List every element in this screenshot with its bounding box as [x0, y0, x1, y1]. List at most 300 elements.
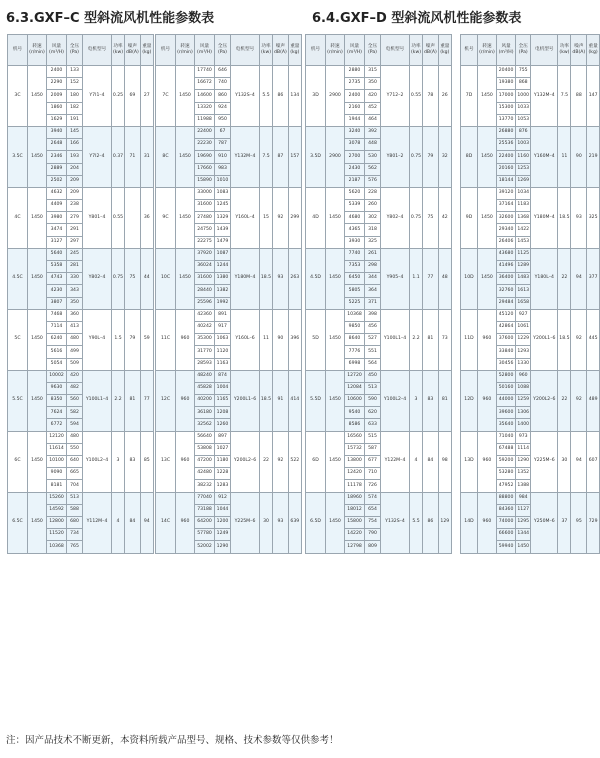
- airflow-cell: 8586: [345, 419, 365, 431]
- power-cell: 22: [558, 248, 571, 309]
- airflow-cell: 4409: [47, 200, 67, 212]
- pressure-cell: 315: [365, 66, 381, 78]
- noise-cell: 88: [571, 66, 587, 127]
- noise-cell: 92: [571, 370, 587, 431]
- airflow-cell: 3240: [345, 126, 365, 138]
- airflow-cell: 53280: [496, 468, 515, 480]
- power-cell: 0.75: [410, 187, 423, 248]
- column-header: 噪声 dB(A): [273, 35, 289, 66]
- airflow-cell: 84360: [496, 504, 515, 516]
- pressure-cell: 1479: [215, 236, 231, 248]
- motor-cell: Y200L1–6: [531, 309, 558, 370]
- weight-cell: 639: [288, 492, 301, 553]
- power-cell: 22: [260, 431, 273, 492]
- pressure-cell: 1388: [516, 480, 531, 492]
- airflow-cell: 17660: [195, 163, 215, 175]
- pressure-cell: 1244: [215, 261, 231, 273]
- pressure-cell: 350: [67, 297, 83, 309]
- power-cell: 4: [112, 492, 125, 553]
- model-cell: 8D: [461, 126, 478, 187]
- pressure-cell: 1180: [215, 456, 231, 468]
- power-cell: 37: [558, 492, 571, 553]
- power-cell: 0.55: [112, 187, 125, 248]
- pressure-cell: 1380: [215, 273, 231, 285]
- pressure-cell: 343: [67, 285, 83, 297]
- rpm-cell: 1450: [478, 248, 497, 309]
- model-cell: 14D: [461, 492, 478, 553]
- column-header: 机号: [461, 35, 478, 66]
- pressure-cell: 1163: [215, 358, 231, 370]
- airflow-cell: 7114: [47, 321, 67, 333]
- table-row: [306, 66, 452, 78]
- airflow-cell: 19380: [496, 78, 515, 90]
- table-row: [461, 126, 600, 138]
- airflow-cell: 9090: [47, 468, 67, 480]
- column-header: 噪声 dB(A): [571, 35, 587, 66]
- pressure-cell: 1114: [516, 443, 531, 455]
- pressure-cell: 564: [365, 358, 381, 370]
- motor-cell: Y90L–4: [83, 309, 112, 370]
- performance-table-3: [305, 34, 452, 554]
- pressure-cell: 860: [215, 90, 231, 102]
- table-row: [156, 126, 302, 138]
- pressure-cell: 413: [67, 321, 83, 333]
- pressure-cell: 398: [365, 309, 381, 321]
- pressure-cell: 1033: [516, 102, 531, 114]
- column-header: 机号: [8, 35, 28, 66]
- airflow-cell: 45120: [496, 309, 515, 321]
- airflow-cell: 16672: [195, 78, 215, 90]
- airflow-cell: 20160: [496, 163, 515, 175]
- airflow-cell: 2187: [345, 175, 365, 187]
- airflow-cell: 1860: [47, 102, 67, 114]
- model-cell: 3D: [306, 66, 326, 127]
- table-row: [8, 492, 154, 504]
- rpm-cell: 1450: [28, 187, 47, 248]
- motor-cell: Y100L2–4: [83, 431, 112, 492]
- pressure-cell: 245: [67, 248, 83, 260]
- pressure-cell: 787: [215, 139, 231, 151]
- power-cell: 0.37: [112, 126, 125, 187]
- pressure-cell: 1422: [516, 224, 531, 236]
- airflow-cell: 12120: [47, 431, 67, 443]
- weight-cell: 219: [587, 126, 600, 187]
- noise-cell: 92: [273, 431, 289, 492]
- pressure-cell: 590: [365, 395, 381, 407]
- airflow-cell: 66600: [496, 529, 515, 541]
- airflow-cell: 33000: [195, 187, 215, 199]
- pressure-cell: 984: [516, 492, 531, 504]
- airflow-cell: 22400: [496, 151, 515, 163]
- airflow-cell: 71040: [496, 431, 515, 443]
- motor-cell: Y180M–4: [231, 248, 260, 309]
- airflow-cell: 17740: [195, 66, 215, 78]
- column-header: 转速 (r/min): [176, 35, 195, 66]
- pressure-cell: 891: [215, 309, 231, 321]
- pressure-cell: 874: [215, 370, 231, 382]
- airflow-cell: 31770: [195, 346, 215, 358]
- weight-cell: 134: [288, 66, 301, 127]
- motor-cell: Y132M–4: [231, 126, 260, 187]
- column-header: 重量 (kg): [587, 35, 600, 66]
- airflow-cell: 44000: [496, 395, 515, 407]
- rpm-cell: 1450: [28, 66, 47, 127]
- motor-cell: Y100L1–4: [83, 370, 112, 431]
- power-cell: 1.5: [112, 309, 125, 370]
- airflow-cell: 36024: [195, 261, 215, 273]
- pressure-cell: 1400: [516, 419, 531, 431]
- rpm-cell: 1450: [28, 309, 47, 370]
- motor-cell: Y100L1–4: [381, 309, 410, 370]
- pressure-cell: 1439: [215, 224, 231, 236]
- motor-cell: Y180L–4: [531, 248, 558, 309]
- power-cell: 0.75: [112, 248, 125, 309]
- pressure-cell: 464: [365, 114, 381, 126]
- airflow-cell: 19690: [195, 151, 215, 163]
- airflow-cell: 42480: [195, 468, 215, 480]
- airflow-cell: 12720: [345, 370, 365, 382]
- weight-cell: 489: [587, 370, 600, 431]
- table-row: [8, 309, 154, 321]
- airflow-cell: 4680: [345, 212, 365, 224]
- airflow-cell: 7740: [345, 248, 365, 260]
- airflow-cell: 13800: [345, 456, 365, 468]
- airflow-cell: 5805: [345, 285, 365, 297]
- table-row: [461, 492, 600, 504]
- rpm-cell: 1450: [326, 370, 345, 431]
- model-cell: 6.5C: [8, 492, 28, 553]
- motor-cell: Y802–4: [381, 187, 410, 248]
- motor-cell: Y200L2–6: [231, 431, 260, 492]
- pressure-cell: 450: [365, 370, 381, 382]
- weight-cell: 414: [288, 370, 301, 431]
- model-cell: 9C: [156, 187, 176, 248]
- airflow-cell: 47952: [496, 480, 515, 492]
- airflow-cell: 11178: [345, 480, 365, 492]
- power-cell: 15: [260, 187, 273, 248]
- pressure-cell: 456: [365, 321, 381, 333]
- power-cell: 5.5: [410, 492, 423, 553]
- power-cell: 0.25: [112, 66, 125, 127]
- rpm-cell: 1450: [326, 248, 345, 309]
- model-cell: 6.5D: [306, 492, 326, 553]
- weight-cell: 522: [288, 431, 301, 492]
- airflow-cell: 7624: [47, 407, 67, 419]
- airflow-cell: 2400: [47, 66, 67, 78]
- pressure-cell: 1450: [516, 541, 531, 553]
- airflow-cell: 33840: [496, 346, 515, 358]
- motor-cell: Y225M–6: [531, 431, 558, 492]
- noise-cell: 84: [423, 431, 439, 492]
- weight-cell: 81: [438, 370, 451, 431]
- pressure-cell: 133: [67, 66, 83, 78]
- table-row: [8, 248, 154, 260]
- model-cell: 7C: [156, 66, 176, 127]
- pressure-cell: 480: [67, 334, 83, 346]
- pressure-cell: 755: [516, 66, 531, 78]
- power-cell: 2.2: [112, 370, 125, 431]
- performance-table-2: [155, 34, 302, 554]
- pressure-cell: 927: [516, 309, 531, 321]
- pressure-cell: 513: [67, 492, 83, 504]
- noise-cell: 75: [125, 248, 141, 309]
- motor-cell: Y200L2–6: [531, 370, 558, 431]
- airflow-cell: 15732: [345, 443, 365, 455]
- column-header: 机号: [306, 35, 326, 66]
- airflow-cell: 8350: [47, 395, 67, 407]
- rpm-cell: 960: [478, 431, 497, 492]
- table-row: [8, 370, 154, 382]
- pressure-cell: 640: [67, 456, 83, 468]
- airflow-cell: 6240: [47, 334, 67, 346]
- noise-cell: 90: [273, 309, 289, 370]
- noise-cell: 75: [423, 187, 439, 248]
- motor-cell: Y132M–4: [531, 66, 558, 127]
- power-cell: 3: [112, 431, 125, 492]
- table-row: [306, 431, 452, 443]
- pressure-cell: 654: [365, 504, 381, 516]
- motor-cell: Y801–4: [83, 187, 112, 248]
- airflow-cell: 15890: [195, 175, 215, 187]
- model-cell: 4C: [8, 187, 28, 248]
- pressure-cell: 1249: [215, 529, 231, 541]
- weight-cell: 607: [587, 431, 600, 492]
- airflow-cell: 29484: [496, 297, 515, 309]
- table-row: [8, 187, 154, 199]
- pressure-cell: 318: [365, 224, 381, 236]
- airflow-cell: 22400: [195, 126, 215, 138]
- pressure-cell: 297: [67, 236, 83, 248]
- pressure-cell: 704: [67, 480, 83, 492]
- pressure-cell: 562: [365, 163, 381, 175]
- model-cell: 5.5C: [8, 370, 28, 431]
- airflow-cell: 39120: [496, 187, 515, 199]
- rpm-cell: 1450: [28, 492, 47, 553]
- pressure-cell: 1453: [516, 236, 531, 248]
- pressure-cell: 973: [516, 431, 531, 443]
- airflow-cell: 30456: [496, 358, 515, 370]
- column-header: 全压 (Pa): [67, 35, 83, 66]
- table-row: [306, 248, 452, 260]
- airflow-cell: 17000: [496, 90, 515, 102]
- pressure-cell: 1253: [516, 163, 531, 175]
- airflow-cell: 14220: [345, 529, 365, 541]
- model-cell: 11C: [156, 309, 176, 370]
- airflow-cell: 12420: [345, 468, 365, 480]
- pressure-cell: 917: [215, 321, 231, 333]
- column-header: 机号: [156, 35, 176, 66]
- pressure-cell: 560: [67, 395, 83, 407]
- power-cell: 18.5: [558, 309, 571, 370]
- table-row: [306, 370, 452, 382]
- noise-cell: 92: [273, 187, 289, 248]
- noise-cell: 94: [571, 248, 587, 309]
- weight-cell: 77: [140, 370, 153, 431]
- rpm-cell: 1450: [28, 370, 47, 431]
- airflow-cell: 74000: [496, 516, 515, 528]
- rpm-cell: 960: [176, 370, 195, 431]
- pressure-cell: 1293: [516, 346, 531, 358]
- pressure-cell: 193: [67, 151, 83, 163]
- weight-cell: 377: [587, 248, 600, 309]
- airflow-cell: 53808: [195, 443, 215, 455]
- column-header: 风量 (m³/H): [195, 35, 215, 66]
- airflow-cell: 2735: [345, 78, 365, 90]
- column-header: 功率 (kw): [410, 35, 423, 66]
- weight-cell: 157: [288, 126, 301, 187]
- airflow-cell: 2880: [345, 66, 365, 78]
- airflow-cell: 2400: [345, 90, 365, 102]
- pressure-cell: 204: [67, 163, 83, 175]
- column-header: 电机型号: [531, 35, 558, 66]
- pressure-cell: 1306: [516, 407, 531, 419]
- table-row: [306, 492, 452, 504]
- airflow-cell: 39600: [496, 407, 515, 419]
- airflow-cell: 50160: [496, 382, 515, 394]
- airflow-cell: 4230: [47, 285, 67, 297]
- column-header: 电机型号: [231, 35, 260, 66]
- pressure-cell: 1053: [516, 114, 531, 126]
- motor-cell: Y225M–6: [231, 492, 260, 553]
- pressure-cell: 633: [365, 419, 381, 431]
- pressure-cell: 350: [365, 78, 381, 90]
- model-cell: 5D: [306, 309, 326, 370]
- rpm-cell: 960: [176, 431, 195, 492]
- noise-cell: 71: [125, 126, 141, 187]
- motor-cell: Y712–2: [381, 66, 410, 127]
- pressure-cell: 550: [67, 443, 83, 455]
- motor-cell: Y180M–4: [531, 187, 558, 248]
- pressure-cell: 166: [67, 139, 83, 151]
- pressure-cell: 754: [365, 516, 381, 528]
- model-cell: 3C: [8, 66, 28, 127]
- pressure-cell: 1382: [215, 285, 231, 297]
- pressure-cell: 1260: [215, 419, 231, 431]
- pressure-cell: 1245: [215, 200, 231, 212]
- column-header: 风量 (m³/H): [345, 35, 365, 66]
- airflow-cell: 10100: [47, 456, 67, 468]
- table-row: [461, 66, 600, 78]
- pressure-cell: 452: [365, 102, 381, 114]
- pressure-cell: 983: [215, 163, 231, 175]
- airflow-cell: 4365: [345, 224, 365, 236]
- pressure-cell: 1228: [215, 468, 231, 480]
- pressure-cell: 1087: [215, 248, 231, 260]
- power-cell: 18.5: [558, 187, 571, 248]
- pressure-cell: 1295: [516, 516, 531, 528]
- table-title-gxf-d: 6.4.GXF–D 型斜流风机性能参数表: [312, 11, 522, 26]
- noise-cell: 78: [423, 66, 439, 127]
- model-cell: 8C: [156, 126, 176, 187]
- pressure-cell: 1183: [516, 200, 531, 212]
- pressure-cell: 530: [365, 151, 381, 163]
- rpm-cell: 1450: [28, 431, 47, 492]
- airflow-cell: 3930: [345, 236, 365, 248]
- weight-cell: 263: [288, 248, 301, 309]
- airflow-cell: 36180: [195, 407, 215, 419]
- weight-cell: 299: [288, 187, 301, 248]
- table-row: [156, 492, 302, 504]
- pressure-cell: 765: [67, 541, 83, 553]
- pressure-cell: 302: [365, 212, 381, 224]
- pressure-cell: 551: [365, 346, 381, 358]
- pressure-cell: 145: [67, 126, 83, 138]
- pressure-cell: 191: [67, 114, 83, 126]
- airflow-cell: 10368: [345, 309, 365, 321]
- model-cell: 5C: [8, 309, 28, 370]
- pressure-cell: 291: [67, 224, 83, 236]
- pressure-cell: 330: [67, 273, 83, 285]
- airflow-cell: 10002: [47, 370, 67, 382]
- rpm-cell: 1450: [28, 248, 47, 309]
- rpm-cell: 960: [478, 370, 497, 431]
- airflow-cell: 41496: [496, 261, 515, 273]
- pressure-cell: 1658: [516, 297, 531, 309]
- weight-cell: 44: [140, 248, 153, 309]
- column-header: 重量 (kg): [438, 35, 451, 66]
- noise-cell: 81: [125, 370, 141, 431]
- pressure-cell: 1483: [516, 273, 531, 285]
- model-cell: 12D: [461, 370, 478, 431]
- airflow-cell: 3940: [47, 126, 67, 138]
- airflow-cell: 59200: [496, 456, 515, 468]
- noise-cell: [125, 187, 141, 248]
- table-row: [156, 309, 302, 321]
- power-cell: 4: [410, 431, 423, 492]
- column-header: 全压 (Pa): [215, 35, 231, 66]
- pressure-cell: 910: [215, 151, 231, 163]
- model-cell: 4D: [306, 187, 326, 248]
- airflow-cell: 43680: [496, 248, 515, 260]
- pressure-cell: 499: [67, 346, 83, 358]
- rpm-cell: 1450: [176, 126, 195, 187]
- pressure-cell: 646: [215, 66, 231, 78]
- airflow-cell: 2700: [345, 151, 365, 163]
- pressure-cell: 180: [67, 90, 83, 102]
- pressure-cell: 868: [516, 78, 531, 90]
- table-row: [306, 309, 452, 321]
- weight-cell: 129: [438, 492, 451, 553]
- motor-cell: Y100L2–4: [381, 370, 410, 431]
- pressure-cell: 228: [365, 187, 381, 199]
- pressure-cell: 677: [365, 456, 381, 468]
- pressure-cell: 1290: [516, 456, 531, 468]
- table-row: [156, 370, 302, 382]
- noise-cell: 83: [125, 431, 141, 492]
- pressure-cell: 480: [67, 431, 83, 443]
- pressure-cell: 261: [365, 248, 381, 260]
- airflow-cell: 6772: [47, 419, 67, 431]
- pressure-cell: 420: [365, 90, 381, 102]
- pressure-cell: 588: [67, 504, 83, 516]
- rpm-cell: 1450: [478, 187, 497, 248]
- table-row: [461, 370, 600, 382]
- noise-cell: 95: [571, 492, 587, 553]
- airflow-cell: 40200: [195, 395, 215, 407]
- power-cell: 11: [558, 126, 571, 187]
- table-row: [8, 66, 154, 78]
- airflow-cell: 14592: [47, 504, 67, 516]
- model-cell: 11D: [461, 309, 478, 370]
- pressure-cell: 360: [67, 309, 83, 321]
- airflow-cell: 4632: [47, 187, 67, 199]
- pressure-cell: 1330: [516, 358, 531, 370]
- airflow-cell: 56640: [195, 431, 215, 443]
- airflow-cell: 32760: [496, 285, 515, 297]
- airflow-cell: 13770: [496, 114, 515, 126]
- pressure-cell: 182: [67, 102, 83, 114]
- motor-cell: Y802–4: [83, 248, 112, 309]
